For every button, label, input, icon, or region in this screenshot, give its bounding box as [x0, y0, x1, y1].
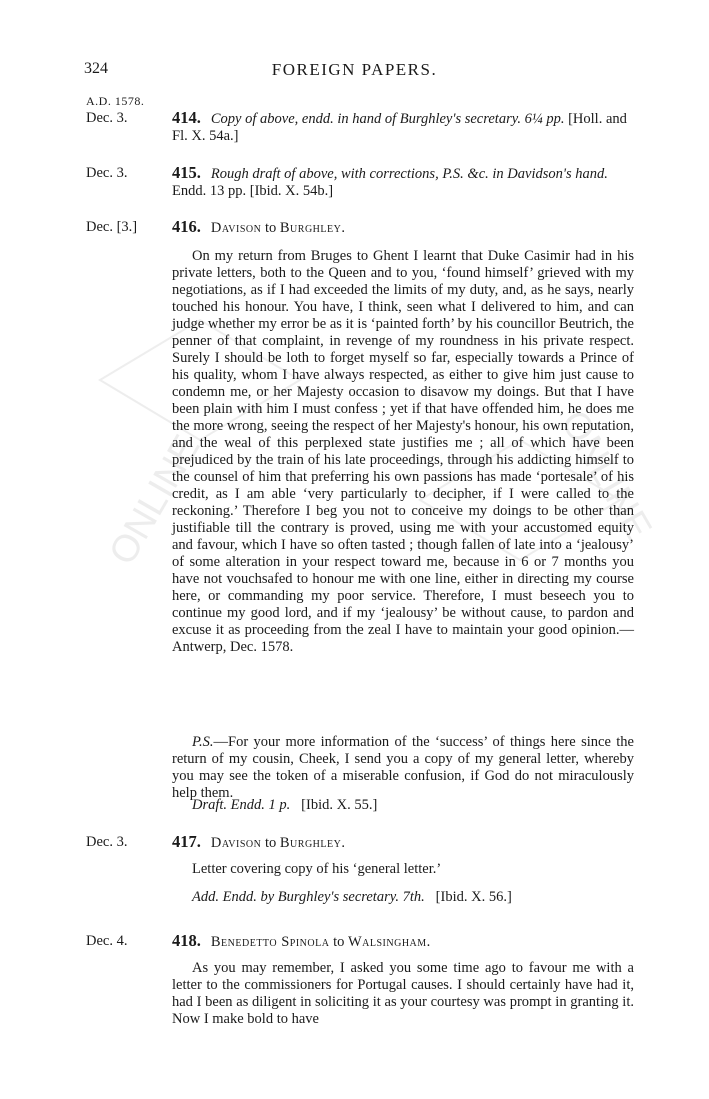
- entry-date: Dec. 3.: [86, 834, 128, 850]
- watermark-right: ONLINE: [552, 403, 660, 548]
- ps-text: —For your more information of the ‘success’ of things here since the return of my cousin, Cheek, I send you a copy of my general letter, whereby you may see the token of a miserable confusion, if God do not miraculously help them.: [172, 734, 634, 801]
- entry-number: 414.: [172, 108, 201, 127]
- letter-body: On my return from Bruges to Ghent I learnt that Duke Casimir had in his private letters, both to the Queen and to you, ‘found himself’ grieved with my negotiations, as if I had exceeded the limits of my duty, and, as he says, nearly touched his honour. You have, I think, seen what I delivered to him, and can judge whether my error be as it is ‘painted forth’ by his councillor Beutrich, the penner of that complaint, in revenge of my roundness in his private respect. Surely I should be loth to forget myself so far, especially towards a Prince of his quality, whom I have always respected, as either to give him just cause to condemn me, or her Majesty occasion to disavow my doings. But that I have been plain with him I must confess ; yet if that have offended him, he does me the more wrong, seeing the respect of her Majesty's honour, his own reputation, and the weal of this perplexed state justifies me ; all of which have been prejudiced by the train of his late proceedings, through his addicting himself to the counsel of him that preferring his own passions has made ‘portesale’ of his credit, as I am able ‘very particularly to decipher, if I were called to the reckoning.’ Therefore I beg you not to conceive my doings to be other than justifiable till the contrary is proved, using me with your accustomed equity and favour, which I have so often tasted ; though fallen of late into a ‘jealousy’ of some alteration in your respect toward me, because in 6 or 7 months you have not vouchsafed to honour me with one line, either in directing my course here, or commanding my poor service. Therefore, I must beseech you to continue my good lord, and if my ‘jealousy’ be without cause, to pardon and excuse it as proceeding from the zeal I have to maintain your good opinion.—Antwerp, Dec. 1578.: [172, 248, 634, 655]
- to-word: to: [264, 835, 277, 851]
- ps-label: P.S.: [192, 734, 214, 750]
- entry-number: 417.: [172, 832, 201, 851]
- entry-417-heading: [172, 833, 634, 852]
- entry-ref: [Ibid. X. 55.]: [301, 797, 378, 813]
- recipient: Burghley.: [279, 220, 346, 236]
- entry-note: [192, 889, 512, 906]
- entry-416-heading: [172, 218, 634, 237]
- entry-heading: Rough draft of above, with corrections, P.S. &c. in Davidson's hand.: [210, 166, 608, 182]
- watermark-left: ONLINE: [101, 428, 209, 572]
- sender: Benedetto Spinola: [210, 934, 330, 950]
- running-head: FOREIGN PAPERS.: [271, 60, 438, 79]
- entry-number: 418.: [172, 931, 201, 950]
- entry-ref: [Ibid. X. 54b.]: [249, 183, 334, 199]
- entry-heading: Copy of above, endd. in hand of Burghley's secretary. 6¼ pp.: [210, 111, 565, 127]
- entry-415: [172, 164, 634, 200]
- entry-number: 415.: [172, 163, 201, 182]
- sender: Davison: [210, 220, 262, 236]
- year-label: A.D. 1578.: [86, 94, 145, 108]
- letter-body: As you may remember, I asked you some time ago to favour me with a letter to the commissioners for Portugal causes. I should certainly have had it, had I been as diligent in soliciting it as your courtesy was prompt in granting it. Now I make bold to have: [172, 960, 634, 1027]
- entry-number: 416.: [172, 217, 201, 236]
- entry-date: Dec. 3.: [86, 110, 128, 126]
- page-number: 324: [84, 60, 108, 77]
- recipient: Walsingham.: [347, 934, 431, 950]
- entry-date: Dec. 4.: [86, 933, 128, 949]
- entry-ref: [Holl. and Fl. X. 54a.]: [172, 111, 627, 144]
- entry-date: Dec. 3.: [86, 165, 128, 181]
- entry-date: Dec. [3.]: [86, 219, 138, 235]
- entry-ref: [Ibid. X. 56.]: [435, 889, 512, 905]
- entry-418-heading: [172, 932, 634, 951]
- recipient: Burghley.: [279, 835, 346, 851]
- to-word: to: [333, 934, 345, 950]
- note-text: Add. Endd. by Burghley's secretary. 7th.: [192, 889, 425, 905]
- postscript: [172, 734, 634, 802]
- entry-414: [172, 109, 634, 145]
- note-text: Draft. Endd. 1 p.: [192, 797, 291, 813]
- entry-summary: Letter covering copy of his ‘general letter.’: [192, 861, 442, 877]
- to-word: to: [264, 220, 277, 236]
- entry-note: [192, 797, 377, 814]
- sender: Davison: [210, 835, 262, 851]
- entry-pages: Endd. 13 pp.: [172, 183, 247, 199]
